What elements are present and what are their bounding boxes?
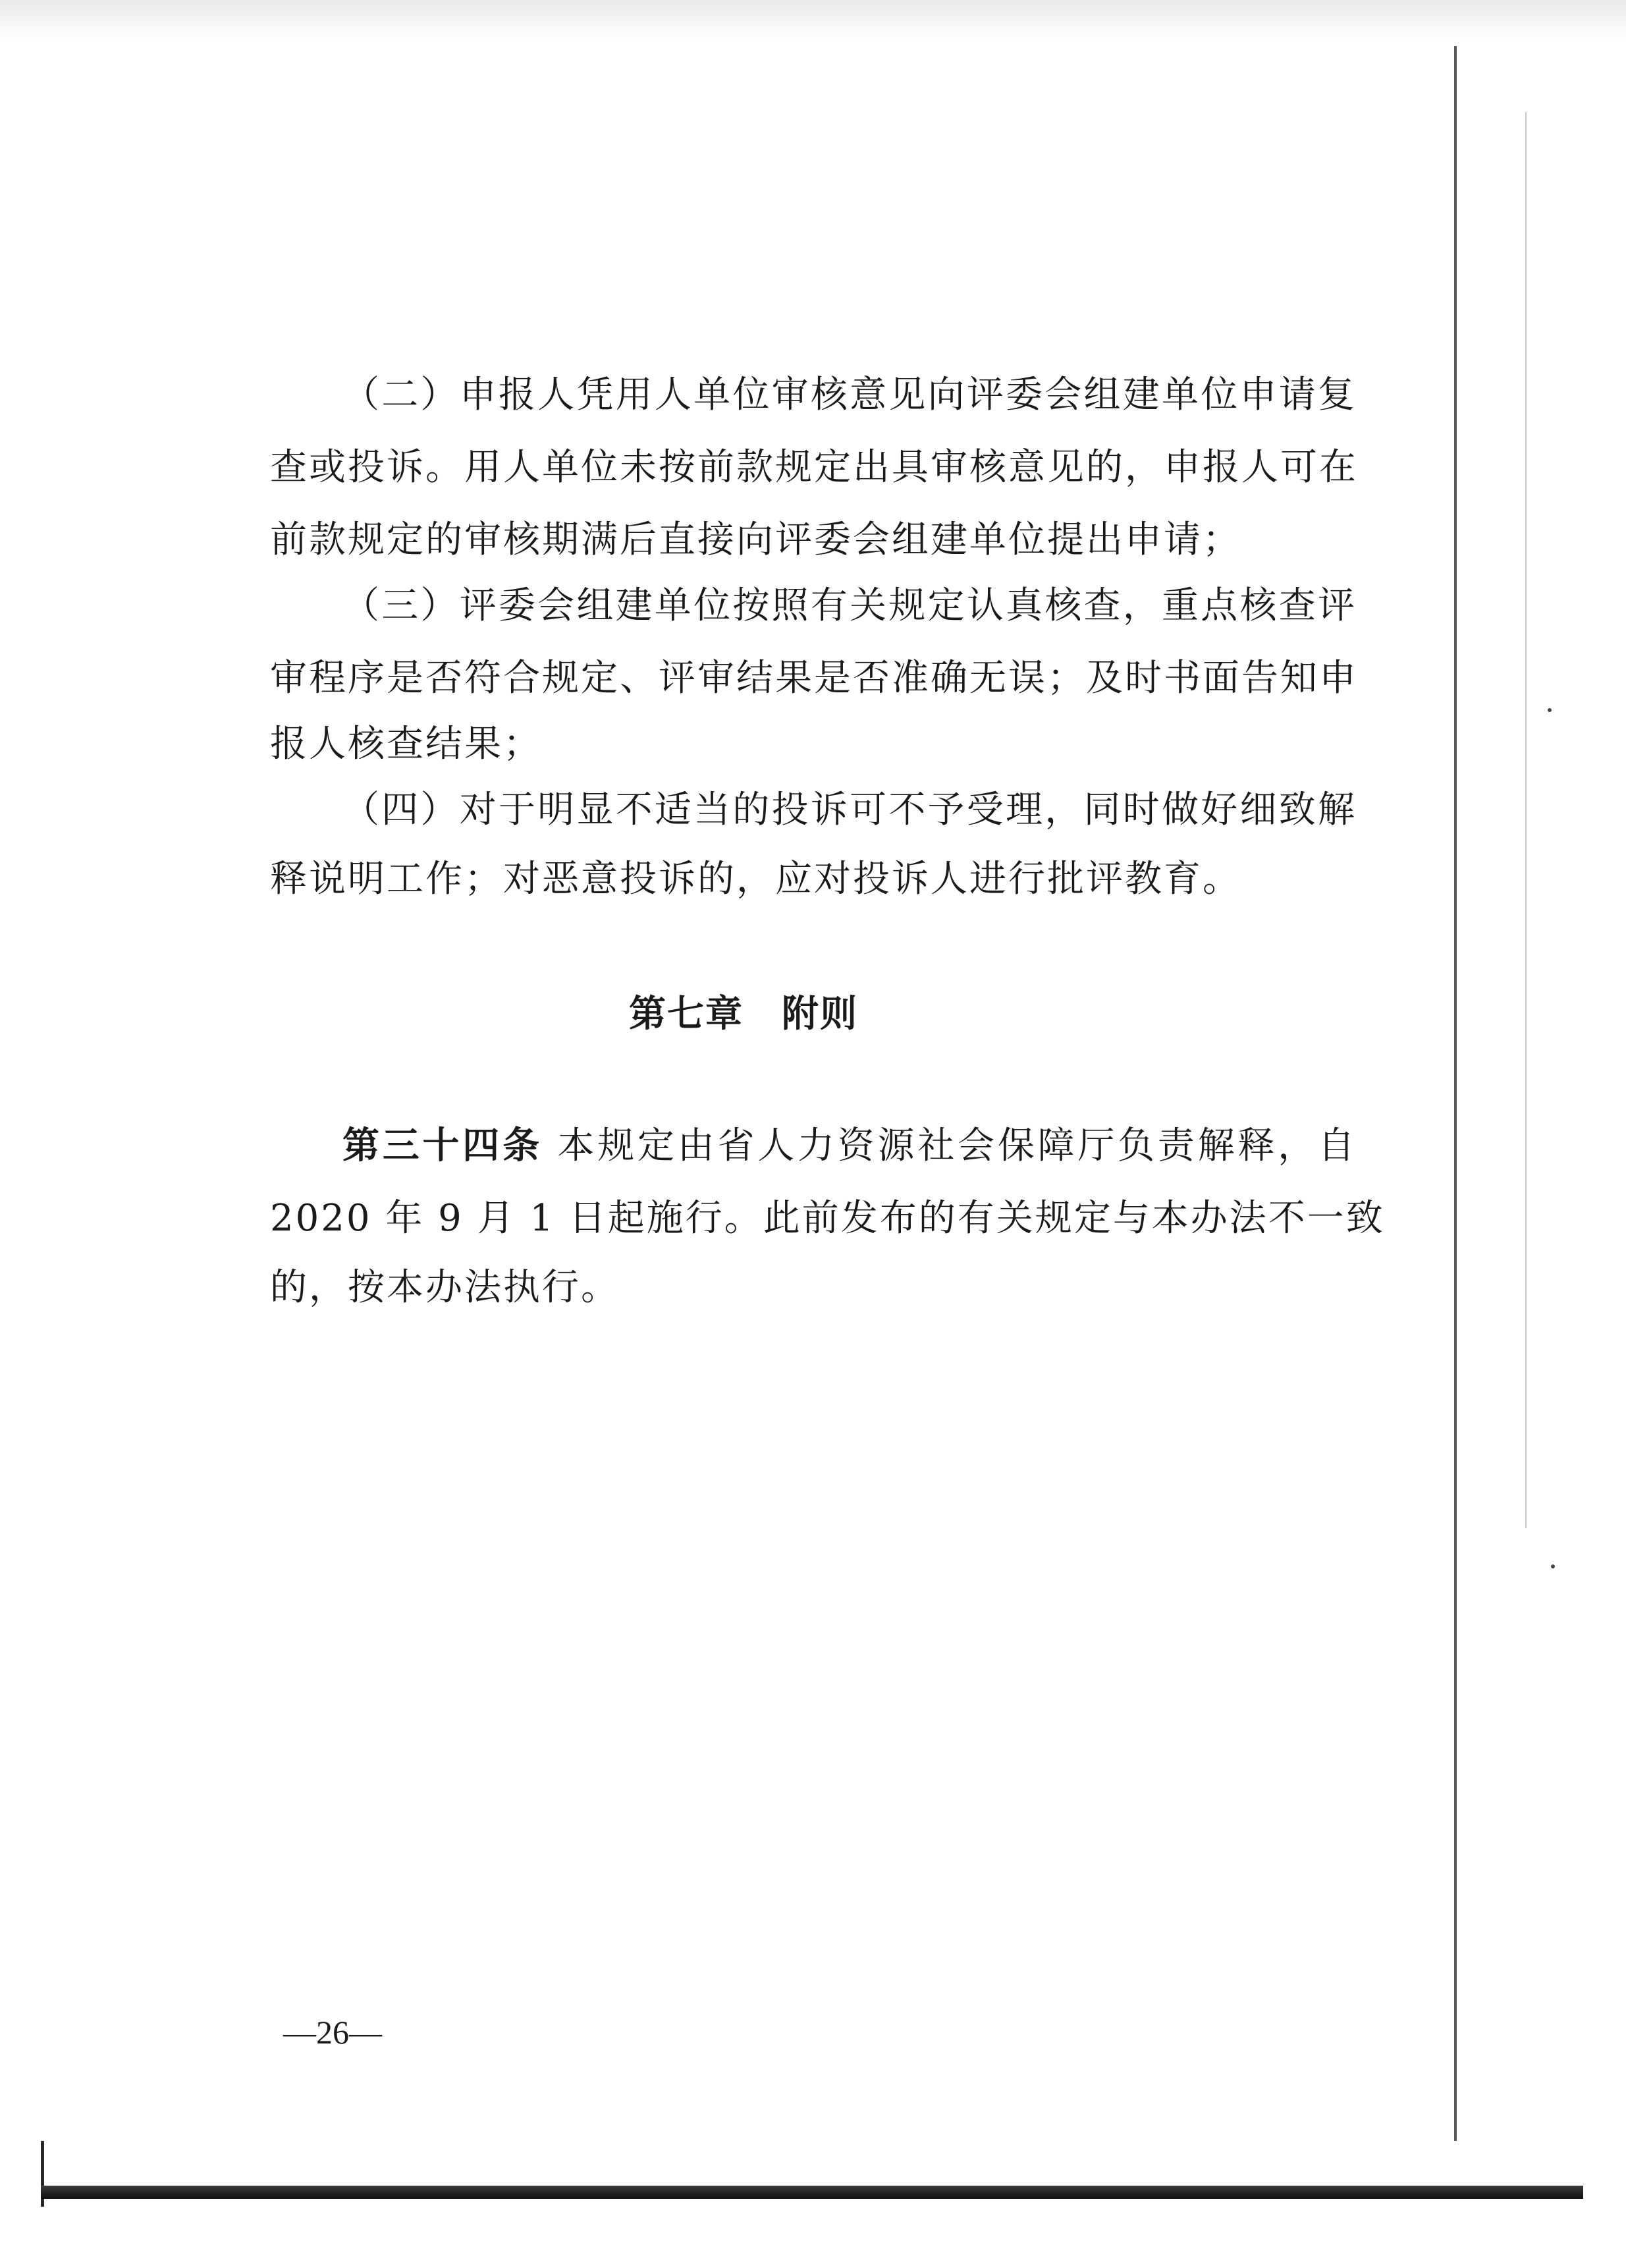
paragraph-line: 报人核查结果； — [270, 723, 542, 765]
paragraph-line: （二）申报人凭用人单位审核意见向评委会组建单位申请复 — [342, 373, 1357, 416]
paragraph-line: 前款规定的审核期满后直接向评委会组建单位提出申请； — [270, 518, 1241, 561]
scan-bottom-edge — [41, 2186, 1583, 2199]
paragraph-line: （四）对于明显不适当的投诉可不予受理，同时做好细致解 — [342, 788, 1357, 831]
scan-top-edge — [0, 0, 1626, 40]
paragraph-line: （三）评委会组建单位按照有关规定认真核查，重点核查评 — [342, 584, 1357, 627]
article-text: 本规定由省人力资源社会保障厅负责解释，自 — [557, 1124, 1357, 1167]
scan-margin-line — [1525, 112, 1527, 1528]
scan-speck — [1548, 708, 1552, 712]
paragraph-line: 审程序是否符合规定、评审结果是否准确无误；及时书面告知申 — [270, 657, 1358, 700]
chapter-heading: 第七章 附则 — [629, 993, 858, 1036]
page-number: —26— — [283, 2014, 382, 2051]
paragraph-line: 查或投诉。用人单位未按前款规定出具审核意见的，申报人可在 — [270, 446, 1358, 489]
article-line: 的，按本办法执行。 — [270, 1266, 620, 1309]
article-label: 第三十四条 — [342, 1124, 543, 1167]
article-line — [342, 1120, 1357, 1173]
article-line: 2020 年 9 月 1 日起施行。此前发布的有关规定与本办法不一致 — [270, 1197, 1385, 1240]
scan-margin-line — [1454, 46, 1457, 2141]
scan-speck — [1551, 1564, 1555, 1568]
paragraph-line: 释说明工作；对恶意投诉的，应对投诉人进行批评教育。 — [270, 858, 1241, 900]
